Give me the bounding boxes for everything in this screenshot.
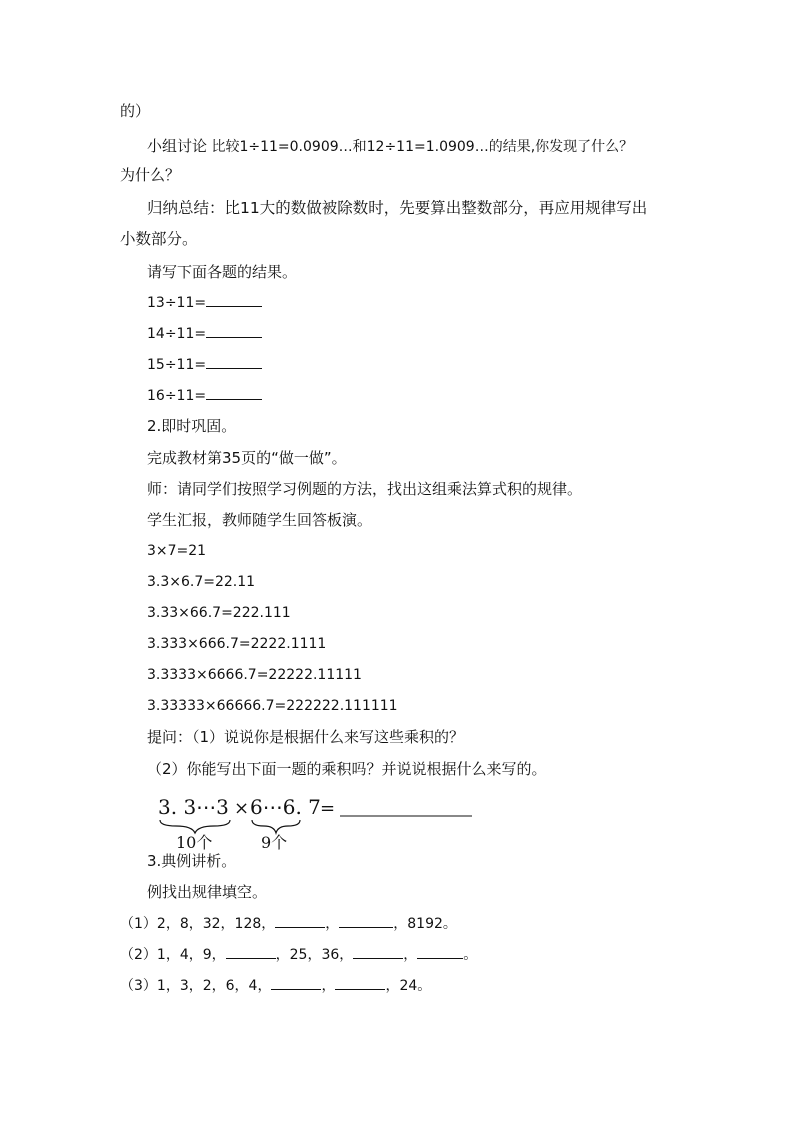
- exercise-item: [147, 323, 262, 344]
- right-underbrace: [252, 820, 300, 833]
- question-line: （2）你能写出下面一题的乘积吗？并说说根据什么来写的。: [147, 760, 547, 778]
- sequence-item: [120, 975, 431, 996]
- discussion-line: [147, 136, 633, 157]
- answer-blank: [206, 323, 262, 338]
- text-line: 为什么？: [120, 166, 181, 184]
- text-line: 学生汇报，教师随学生回答板演。: [147, 511, 373, 529]
- discussion-text: 比较1÷11=0.0909…和12÷11=1.0909…的结果,你发现了什么？: [207, 139, 634, 155]
- answer-blank: [275, 913, 325, 928]
- equation-line: 3.33×66.7=222.111: [147, 605, 291, 621]
- summary-line: 小数部分。: [120, 230, 198, 248]
- answer-blank: [335, 975, 385, 990]
- equation-line: 3.333×666.7=2222.1111: [147, 636, 327, 652]
- sequence-text: （2）1，4，9，: [120, 947, 226, 963]
- instruction-line: 请写下面各题的结果。: [147, 263, 298, 281]
- answer-blank: [206, 292, 262, 307]
- math-formula: [158, 790, 488, 850]
- answer-blank: [339, 913, 393, 928]
- equation-line: 3.33333×66666.7=222222.111111: [147, 698, 398, 714]
- equation-line: 3.3×6.7=22.11: [147, 574, 256, 590]
- text-line: 完成教材第35页的“做一做”。: [147, 449, 347, 467]
- left-brace-label: 10个: [176, 833, 213, 850]
- sequence-text: ，8192。: [393, 916, 457, 932]
- exercise-item: [147, 292, 262, 313]
- formula-right-expression: 6⋯6. 7: [250, 795, 321, 819]
- section-heading: 2.即时巩固。: [147, 417, 237, 435]
- discussion-label: 小组讨论: [147, 137, 208, 155]
- text-line: 的）: [120, 102, 151, 120]
- exercise-text: 16÷11=: [147, 388, 207, 404]
- equation-line: 3.3333×6666.7=22222.11111: [147, 667, 362, 683]
- equals-sign: =: [320, 798, 336, 819]
- formula-left-expression: 3. 3⋯3: [158, 795, 229, 819]
- sequence-text: ，25，36，: [275, 947, 354, 963]
- question-line: 提问：（1）说说你是根据什么来写这些乘积的？: [147, 728, 465, 746]
- answer-blank: [353, 944, 403, 959]
- times-sign: ×: [234, 798, 250, 819]
- exercise-item: [147, 354, 262, 375]
- formula-graphic: [158, 790, 488, 850]
- equation-line: 3×7=21: [147, 543, 207, 559]
- answer-blank: [206, 385, 262, 400]
- sequence-text: 。: [463, 947, 478, 963]
- section-heading: 3.典例讲析。: [147, 852, 237, 870]
- summary-line: 归纳总结：比11大的数做被除数时，先要算出整数部分，再应用规律写出: [147, 199, 648, 217]
- right-brace-label: 9个: [261, 833, 288, 850]
- text-line: 师：请同学们按照学习例题的方法，找出这组乘法算式积的规律。: [147, 480, 583, 498]
- text-line: 例找出规律填空。: [147, 883, 268, 901]
- answer-blank: [226, 944, 276, 959]
- sequence-text: （1）2，8，32，128，: [120, 916, 276, 932]
- sequence-text: （3）1，3，2，6，4，: [120, 978, 272, 994]
- answer-blank: [417, 944, 463, 959]
- sequence-text: ，24。: [385, 978, 432, 994]
- answer-blank: [206, 354, 262, 369]
- exercise-text: 13÷11=: [147, 295, 207, 311]
- exercise-item: [147, 385, 262, 406]
- exercise-text: 15÷11=: [147, 357, 207, 373]
- answer-blank: [271, 975, 321, 990]
- sequence-item: [120, 944, 477, 965]
- sequence-text: ，: [321, 978, 336, 994]
- exercise-text: 14÷11=: [147, 326, 207, 342]
- sequence-item: [120, 913, 457, 934]
- sequence-text: ，: [325, 916, 340, 932]
- left-underbrace: [160, 820, 230, 833]
- sequence-text: ，: [403, 947, 418, 963]
